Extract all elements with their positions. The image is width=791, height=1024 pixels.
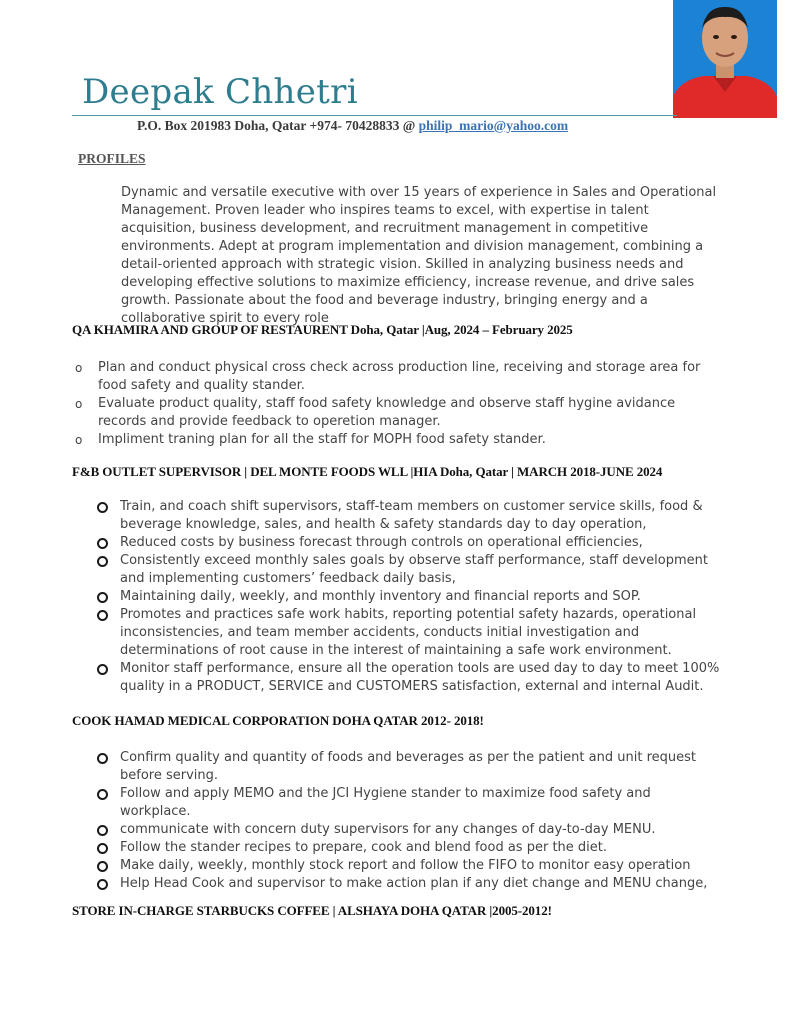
job-bullet-list bbox=[75, 359, 718, 449]
list-item: Consistently exceed monthly sales goals by observe staff performance, staff development and implementing customers’ feedback daily basis, bbox=[120, 552, 720, 588]
profile-summary: Dynamic and versatile executive with over 15 years of experience in Sales and Operational Management. Proven leader who inspires teams to excel, with expertise in talent acquisition, business development, and recruitment management in competitive environments. Adept at program implementation and division management, combining a detail-oriented approach with strategic vision. Skilled in analyzing business needs and developing effective solutions to maximize efficiency, increase revenue, and drive sales growth. Passionate about the food and beverage industry, bringing energy and a collaborative spirit to every role bbox=[121, 185, 717, 326]
list-item: o Plan and conduct physical cross check across production line, receiving and storage area for food safety and quality stander. bbox=[75, 360, 701, 393]
bullet-ring-icon bbox=[97, 825, 108, 836]
bullet-ring-icon bbox=[97, 861, 108, 872]
bullet-ring-icon bbox=[97, 843, 108, 854]
list-item: o Impliment traning plan for all the staff for MOPH food safety stander. bbox=[75, 432, 546, 447]
header-divider bbox=[72, 115, 677, 116]
bullet-ring-icon bbox=[97, 753, 108, 764]
bullet-ring-icon bbox=[97, 502, 108, 513]
list-item: Confirm quality and quantity of foods and beverages as per the patient and unit request before serving. bbox=[120, 749, 720, 785]
profile-heading: PROFILES bbox=[78, 151, 146, 166]
job-title: STORE IN-CHARGE STARBUCKS COFFEE | ALSHAYA DOHA QATAR |2005-2012! bbox=[72, 903, 552, 918]
bullet-ring-icon bbox=[97, 664, 108, 675]
profile-photo bbox=[673, 0, 777, 118]
circle-marker-icon: o bbox=[75, 397, 83, 411]
circle-marker-icon: o bbox=[75, 361, 83, 375]
list-item: Follow and apply MEMO and the JCI Hygiene stander to maximize food safety and workplace. bbox=[120, 785, 720, 821]
list-item: Maintaining daily, weekly, and monthly inventory and financial reports and SOP. bbox=[120, 588, 720, 606]
job-bullet-list bbox=[120, 749, 720, 893]
list-item: Make daily, weekly, monthly stock report and follow the FIFO to monitor easy operation bbox=[120, 857, 720, 875]
bullet-ring-icon bbox=[97, 556, 108, 567]
job-bullet-list bbox=[120, 498, 720, 696]
list-item: Train, and coach shift supervisors, staff-team members on customer service skills, food & beverage knowledge, sales, and health & safety standards day to day operation, bbox=[120, 498, 720, 534]
bullet-ring-icon bbox=[97, 538, 108, 549]
bullet-ring-icon bbox=[97, 789, 108, 800]
list-item: Promotes and practices safe work habits, reporting potential safety hazards, operational inconsistencies, and team member accidents, conducts initial investigation and determinations of root cause in the interest of maintaining a safe work environment. bbox=[120, 606, 720, 660]
circle-marker-icon: o bbox=[75, 433, 83, 447]
job-title: F&B OUTLET SUPERVISOR | DEL MONTE FOODS WLL |HIA Doha, Qatar | MARCH 2018-JUNE 2024 bbox=[72, 464, 663, 479]
bullet-ring-icon bbox=[97, 610, 108, 621]
bullet-ring-icon bbox=[97, 879, 108, 890]
list-item: o Evaluate product quality, staff food safety knowledge and observe staff hygine avidance records and provide feedback to operetion manager. bbox=[75, 396, 676, 429]
list-item: Reduced costs by business forecast through controls on operational efficiencies, bbox=[120, 534, 720, 552]
contact-line bbox=[137, 118, 568, 134]
list-item: Help Head Cook and supervisor to make action plan if any diet change and MENU change, bbox=[120, 875, 720, 893]
email-link[interactable]: philip_mario@yahoo.com bbox=[418, 118, 569, 133]
list-item: Monitor staff performance, ensure all the operation tools are used day to day to meet 100% quality in a PRODUCT, SERVICE and CUSTOMERS satisfaction, external and internal Audit. bbox=[120, 660, 720, 696]
job-title: QA KHAMIRA AND GROUP OF RESTAURENT Doha, Qatar |Aug, 2024 – February 2025 bbox=[72, 322, 573, 337]
bullet-ring-icon bbox=[97, 592, 108, 603]
list-item: Follow the stander recipes to prepare, cook and blend food as per the diet. bbox=[120, 839, 720, 857]
list-item: communicate with concern duty supervisors for any changes of day-to-day MENU. bbox=[120, 821, 720, 839]
contact-text: P.O. Box 201983 Doha, Qatar +974- 70428833 @ bbox=[137, 118, 419, 133]
job-title: COOK HAMAD MEDICAL CORPORATION DOHA QATAR 2012- 2018! bbox=[72, 713, 484, 728]
candidate-name: Deepak Chhetri bbox=[82, 72, 358, 112]
